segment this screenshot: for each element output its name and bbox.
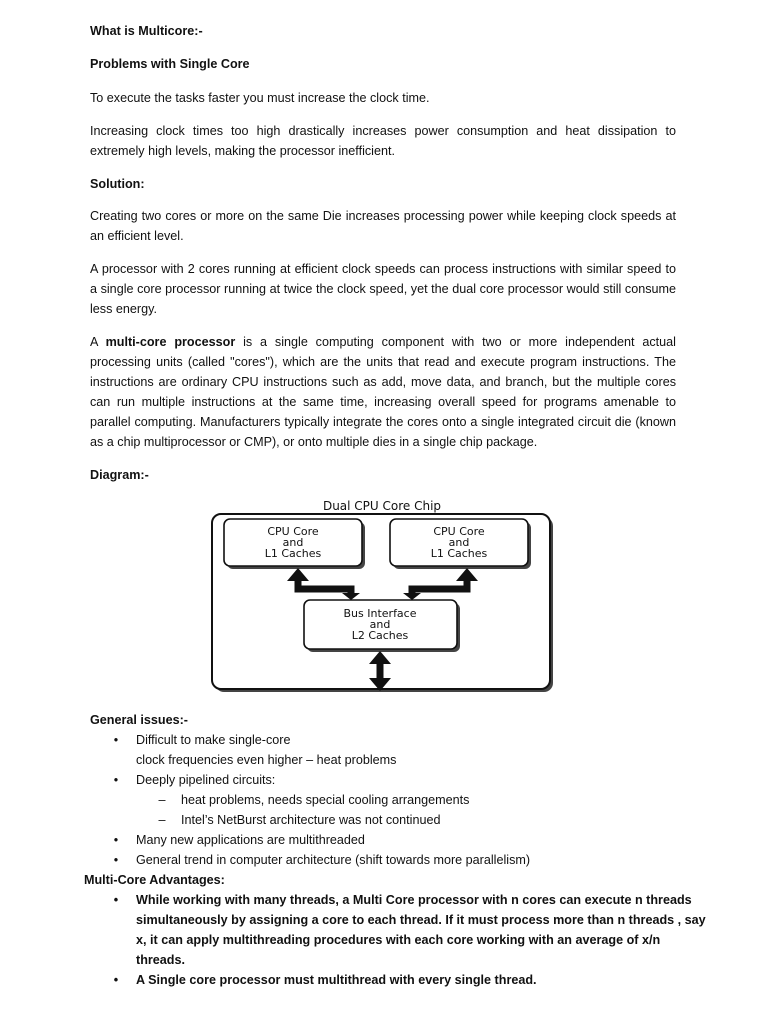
heading-solution: Solution: xyxy=(90,177,145,191)
list-item: Many new applications are multithreaded xyxy=(136,833,365,847)
paragraph-power-consumption: Increasing clock times too high drastically increases power consumption and heat dissipation to extremely high levels, making the processor inefficient. xyxy=(90,124,676,158)
cpu-core-left-line2: and xyxy=(282,536,304,549)
heading-diagram: Diagram:- xyxy=(90,468,149,482)
advantage-item-continuation: simultaneously by assigning a core to each thread. If it must process more than n threads , say xyxy=(136,913,706,927)
bullet: • xyxy=(113,733,119,747)
advantage-item-continuation: x, it can apply multithreading procedures with each core working with an average of x/n xyxy=(136,933,661,947)
list-item: Deeply pipelined circuits: xyxy=(136,773,276,787)
advantage-item: While working with many threads, a Multi Core processor with n cores can execute n threads xyxy=(136,893,692,907)
sub-list-item: Intel’s NetBurst architecture was not continued xyxy=(181,813,441,827)
definition-rest: is a single computing component with two or more independent actual processing units (called "cores"), which are the units that read and execute program instructions. The instructions are ordinary CPU instructions such as add, move data, and branch, but the multiple cores can run multiple instructions at the same time, increasing overall speed for programs amenable to parallel computing. Manufacturers typically integrate the cores onto a single integrated circuit die (known as a chip multiprocessor or CMP), or onto multiple dies in a single chip package. xyxy=(90,335,676,449)
dual-cpu-core-chip-diagram xyxy=(211,496,556,696)
bullet: • xyxy=(113,833,119,847)
dash-bullet: – xyxy=(158,813,166,827)
bullet: • xyxy=(113,853,119,867)
bullet: • xyxy=(113,893,119,907)
bullet: • xyxy=(113,973,119,987)
paragraph-definition xyxy=(90,332,676,452)
cpu-core-right-line3: L1 Caches xyxy=(430,547,488,560)
paragraph-multiple-cores: Creating two cores or more on the same Die increases processing power while keeping clock speeds at an efficient level. xyxy=(90,209,676,243)
bus-interface-line1: Bus Interface xyxy=(343,607,417,620)
cpu-core-right-line1: CPU Core xyxy=(433,525,485,538)
cpu-core-right-line2: and xyxy=(448,536,470,549)
sub-list-item: heat problems, needs special cooling arrangements xyxy=(181,793,470,807)
paragraph-dual-core: A processor with 2 cores running at efficient clock speeds can process instructions with similar speed to a single core processor running at twice the clock speed, yet the dual core processor would still consume less energy. xyxy=(90,262,676,316)
advantage-item-continuation: threads. xyxy=(136,953,185,967)
bullet: • xyxy=(113,773,119,787)
list-item: Difficult to make single-core xyxy=(136,733,291,747)
advantage-item: A Single core processor must multithread with every single thread. xyxy=(136,973,537,987)
definition-term: multi-core processor xyxy=(105,335,236,349)
dash-bullet: – xyxy=(158,793,166,807)
paragraph-clock-time: To execute the tasks faster you must increase the clock time. xyxy=(90,91,430,105)
bus-interface-line2: and xyxy=(369,618,391,631)
heading-problems-single-core: Problems with Single Core xyxy=(90,57,250,71)
list-item-continuation: clock frequencies even higher – heat problems xyxy=(136,753,397,767)
list-item: General trend in computer architecture (shift towards more parallelism) xyxy=(136,853,531,867)
definition-lead: A xyxy=(90,335,106,349)
bus-interface-line3: L2 Caches xyxy=(351,629,409,642)
cpu-core-left-line3: L1 Caches xyxy=(264,547,322,560)
heading-multicore-advantages: Multi-Core Advantages: xyxy=(84,873,225,887)
cpu-core-left-line1: CPU Core xyxy=(267,525,319,538)
heading-general-issues: General issues:- xyxy=(90,713,188,727)
diagram-title: Dual CPU Core Chip xyxy=(322,499,442,513)
heading-what-is-multicore: What is Multicore:- xyxy=(90,24,203,38)
